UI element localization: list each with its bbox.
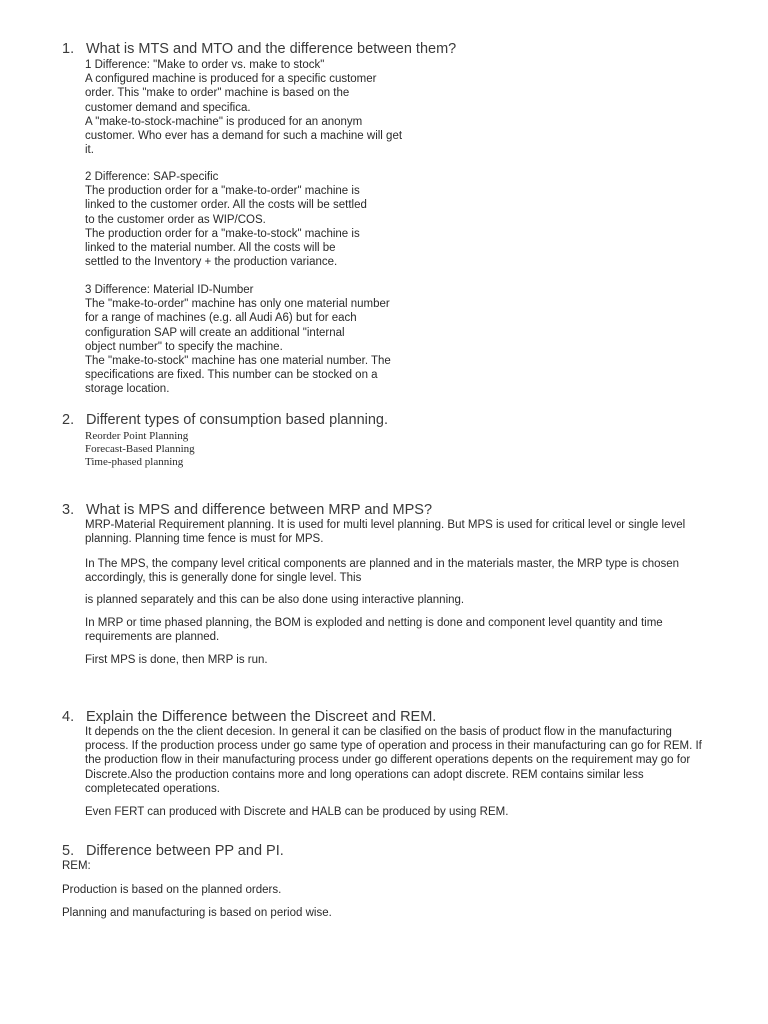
paragraph: [62, 859, 91, 873]
text-line: Discrete.Also the production contains more and long operations can adopt discrete. REM contains similar less: [85, 768, 644, 781]
text-line: A "make-to-stock-machine" is produced for an anonym: [85, 115, 363, 128]
text-line: A configured machine is produced for a specific customer: [85, 73, 377, 86]
text-line: The "make-to-order" machine has only one material number: [85, 298, 390, 311]
text-line: 3 Difference: Material ID-Number: [85, 284, 254, 296]
text-line: completecated operations.: [85, 782, 220, 795]
paragraph: [85, 725, 702, 796]
text-line: storage location.: [85, 383, 170, 396]
paragraph: [85, 616, 663, 644]
question-title: Different types of consumption based planning.: [86, 412, 389, 428]
text-line: to the customer order as WIP/COS.: [85, 213, 266, 226]
text-line: it.: [85, 144, 94, 157]
list-item: Forecast-Based Planning: [85, 443, 195, 455]
question-3-heading: [62, 502, 432, 518]
text-line: object number" to specify the machine.: [85, 340, 283, 353]
question-number: 3.: [62, 502, 75, 518]
list-item: Time-phased planning: [85, 456, 184, 468]
question-5-heading: [62, 843, 284, 859]
answer-block: [85, 170, 367, 269]
paragraph: [62, 906, 332, 920]
text-line: planning. Planning time fence is must for MPS.: [85, 533, 324, 546]
question-2-heading: [62, 412, 388, 428]
planning-types-list: [85, 430, 195, 469]
question-number: 2.: [62, 412, 75, 428]
list-item: Reorder Point Planning: [85, 430, 189, 442]
text-line: In MRP or time phased planning, the BOM is exploded and netting is done and component level quantity and time: [85, 617, 663, 629]
question-title: Difference between PP and PI.: [86, 843, 284, 859]
paragraph: [85, 518, 685, 546]
text-line: order. This "make to order" machine is based on the: [85, 87, 350, 100]
text-line: REM:: [62, 860, 91, 872]
text-line: In The MPS, the company level critical components are planned and in the materials master, the MRP type is chosen: [85, 558, 680, 570]
text-line: linked to the customer order. All the costs will be settled: [85, 199, 367, 212]
answer-block: [85, 283, 391, 397]
question-number: 1.: [62, 41, 75, 57]
text-line: It depends on the the client decesion. In general it can be clasified on the basis of product flow in the manufacturing: [85, 726, 672, 738]
text-line: 1 Difference: "Make to order vs. make to stock": [85, 59, 325, 71]
text-line: settled to the Inventory + the production variance.: [85, 256, 338, 269]
paragraph: [85, 593, 464, 607]
answer-block: [85, 58, 402, 157]
text-line: linked to the material number. All the costs will be: [85, 242, 336, 255]
text-line: Production is based on the planned orders.: [62, 884, 282, 896]
text-line: is planned separately and this can be also done using interactive planning.: [85, 594, 465, 606]
text-line: customer. Who ever has a demand for such a machine will get: [85, 130, 403, 143]
question-title: What is MPS and difference between MRP and MPS?: [86, 502, 433, 518]
text-line: accordingly, this is generally done for single level. This: [85, 572, 362, 585]
text-line: First MPS is done, then MRP is run.: [85, 654, 268, 666]
text-line: MRP-Material Requirement planning. It is used for multi level planning. But MPS is used for critical level or single level: [85, 519, 686, 531]
text-line: process. If the production process under go same type of operation and process in their manufacturing can go for REM. If: [85, 740, 702, 753]
text-line: The production order for a "make-to-stock" machine is: [85, 227, 360, 240]
paragraph: [85, 805, 508, 819]
paragraph: [85, 653, 268, 667]
text-line: The "make-to-stock" machine has one material number. The: [85, 355, 391, 368]
question-title: What is MTS and MTO and the difference between them?: [86, 41, 457, 57]
text-line: Even FERT can produced with Discrete and HALB can be produced by using REM.: [85, 806, 509, 818]
text-line: specifications are fixed. This number can be stocked on a: [85, 369, 378, 382]
paragraph: [85, 557, 679, 585]
text-line: the production flow in their manufacturing process under go different operations depents on the requirement may go for: [85, 754, 691, 767]
paragraph: [62, 883, 281, 897]
question-1-heading: [62, 41, 456, 57]
question-number: 5.: [62, 843, 75, 859]
text-line: configuration SAP will create an additional "internal: [85, 326, 345, 339]
text-line: The production order for a "make-to-order" machine is: [85, 185, 360, 198]
text-line: requirements are planned.: [85, 631, 220, 644]
question-4-heading: [62, 709, 436, 725]
text-line: 2 Difference: SAP-specific: [85, 171, 219, 183]
text-line: Planning and manufacturing is based on period wise.: [62, 907, 332, 919]
text-line: customer demand and specifica.: [85, 101, 251, 114]
text-line: for a range of machines (e.g. all Audi A6) but for each: [85, 312, 357, 325]
question-title: Explain the Difference between the Discreet and REM.: [86, 709, 437, 725]
question-number: 4.: [62, 709, 75, 725]
